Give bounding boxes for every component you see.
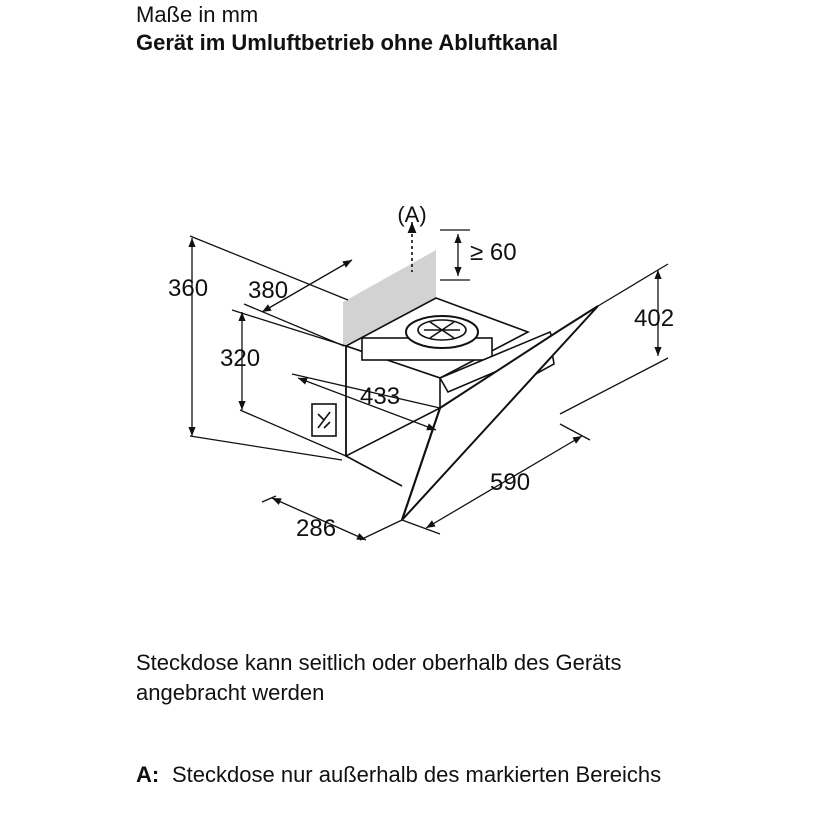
- dim-label-360: 360: [168, 275, 209, 302]
- dim-label-590: 590: [490, 469, 531, 496]
- units-caption: Maße in mm: [136, 2, 259, 27]
- marker-label-a: (A): [397, 202, 427, 227]
- dim-label-402: 402: [634, 305, 675, 332]
- diagram-title: Gerät im Umluftbetrieb ohne Abluftkanal: [136, 30, 559, 55]
- socket-icon: [312, 404, 336, 436]
- legend-text: Steckdose nur außerhalb des markierten Bereichs: [172, 762, 662, 787]
- dim-label-286: 286: [296, 515, 337, 542]
- dim-label-320: 320: [220, 345, 261, 372]
- legend-key: A:: [136, 762, 160, 787]
- dim-label-433: 433: [360, 383, 401, 410]
- dim-label-380: 380: [248, 277, 289, 304]
- dim-label-clearance: ≥ 60: [470, 239, 517, 266]
- socket-note: Steckdose kann seitlich oder oberhalb des Geräts angebracht werden: [136, 650, 622, 705]
